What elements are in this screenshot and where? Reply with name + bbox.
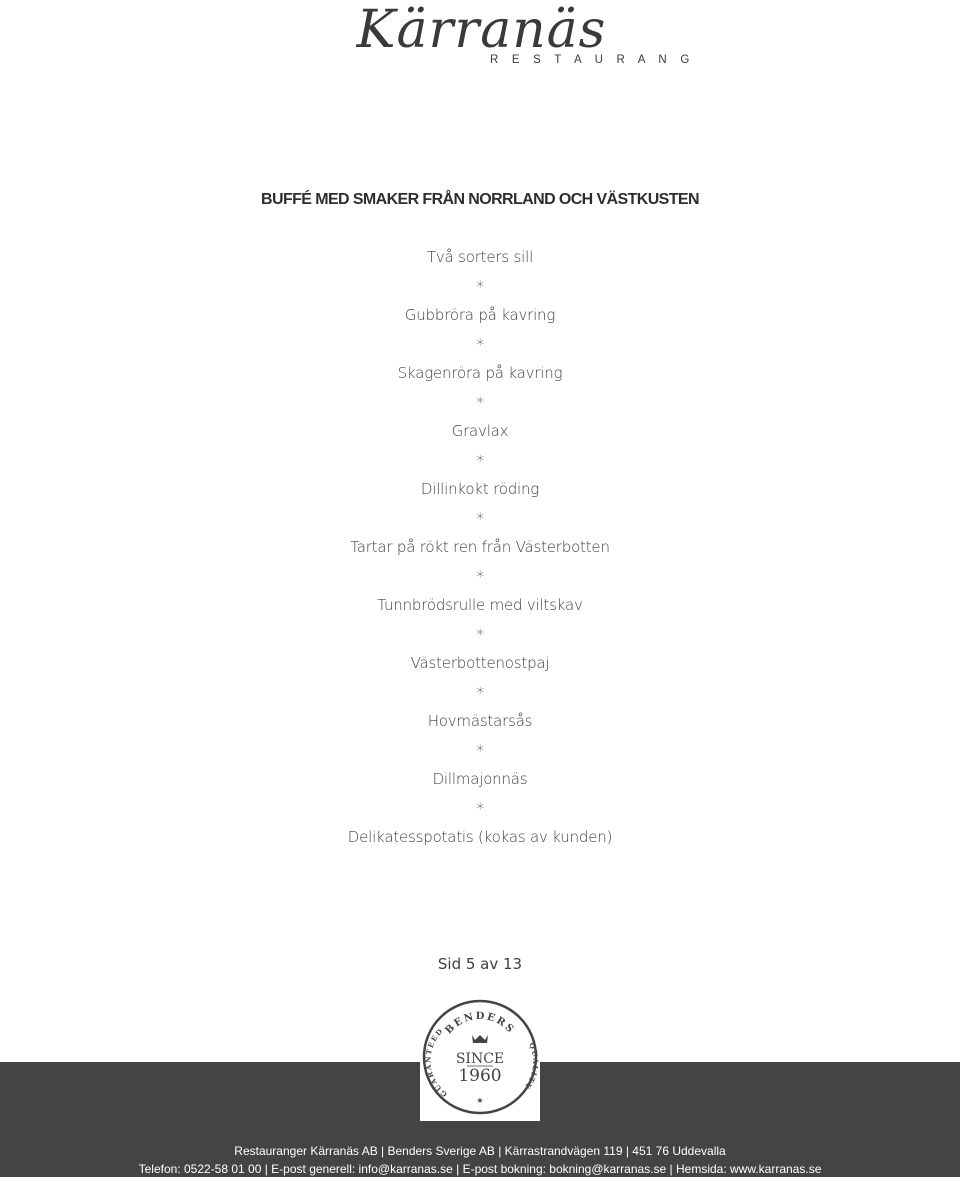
menu-item: Skagenröra på kavring: [397, 364, 563, 382]
menu-item: Hovmästarsås: [427, 712, 533, 730]
logo-subtitle: R E S T A U R A N G: [490, 54, 695, 66]
footer-address: Restauranger Kärranäs AB | Benders Sverige AB | Kärrastrandvägen 119 | 451 76 Uddevalla: [234, 1144, 726, 1158]
menu-title: BUFFÉ MED SMAKER FRÅN NORRLAND OCH VÄSTKUSTEN: [261, 191, 699, 208]
badge-year: 1960: [458, 1066, 502, 1086]
svg-text:QUALITY: [522, 1041, 540, 1091]
menu-separator: *: [476, 625, 484, 644]
badge-arc-top: BENDERS: [443, 1010, 517, 1037]
menu-separator: *: [476, 277, 484, 296]
menu-separator: *: [476, 335, 484, 354]
menu-separator: *: [476, 799, 484, 818]
menu-item: Två sorters sill: [426, 248, 534, 266]
menu-item: Dillmajonnäs: [432, 770, 528, 788]
svg-text:BENDERS: [443, 1011, 516, 1036]
menu-item: Delikatesspotatis (kokas av kunden): [347, 828, 613, 846]
menu-separator: *: [476, 683, 484, 702]
restaurant-logo: [0, 0, 960, 80]
footer-contact: Telefon: 0522-58 01 00 | E-post generell: info@karranas.se | E-post bokning: bokning@karranas.se | Hemsida: www.karranas.se: [138, 1162, 822, 1176]
menu-item: Tunnbrödsrulle med viltskav: [377, 596, 583, 614]
badge-since: SINCE: [455, 1051, 505, 1067]
page-number: Sid 5 av 13: [437, 955, 523, 973]
menu-separator: *: [476, 451, 484, 470]
badge-arc-left: GUARANTEED: [423, 1025, 449, 1099]
menu-item: Gubbröra på kavring: [404, 306, 556, 324]
logo-wordmark: Kärranäs: [356, 0, 607, 60]
menu-separator: *: [476, 509, 484, 528]
menu-item: Västerbottenostpaj: [410, 654, 550, 672]
benders-quality-badge: [420, 995, 540, 1121]
menu-list: [0, 243, 960, 852]
badge-arc-right: QUALITY: [522, 1041, 540, 1092]
crown-icon: [472, 1035, 488, 1043]
badge-star-icon: ★: [476, 1096, 484, 1105]
menu-separator: *: [476, 741, 484, 760]
menu-item: Dillinkokt röding: [420, 480, 540, 498]
badge-seal-icon: [420, 995, 540, 1121]
menu-separator: *: [476, 393, 484, 412]
menu-item: Gravlax: [451, 422, 509, 440]
menu-separator: *: [476, 567, 484, 586]
menu-item: Tartar på rökt ren från Västerbotten: [350, 538, 610, 556]
